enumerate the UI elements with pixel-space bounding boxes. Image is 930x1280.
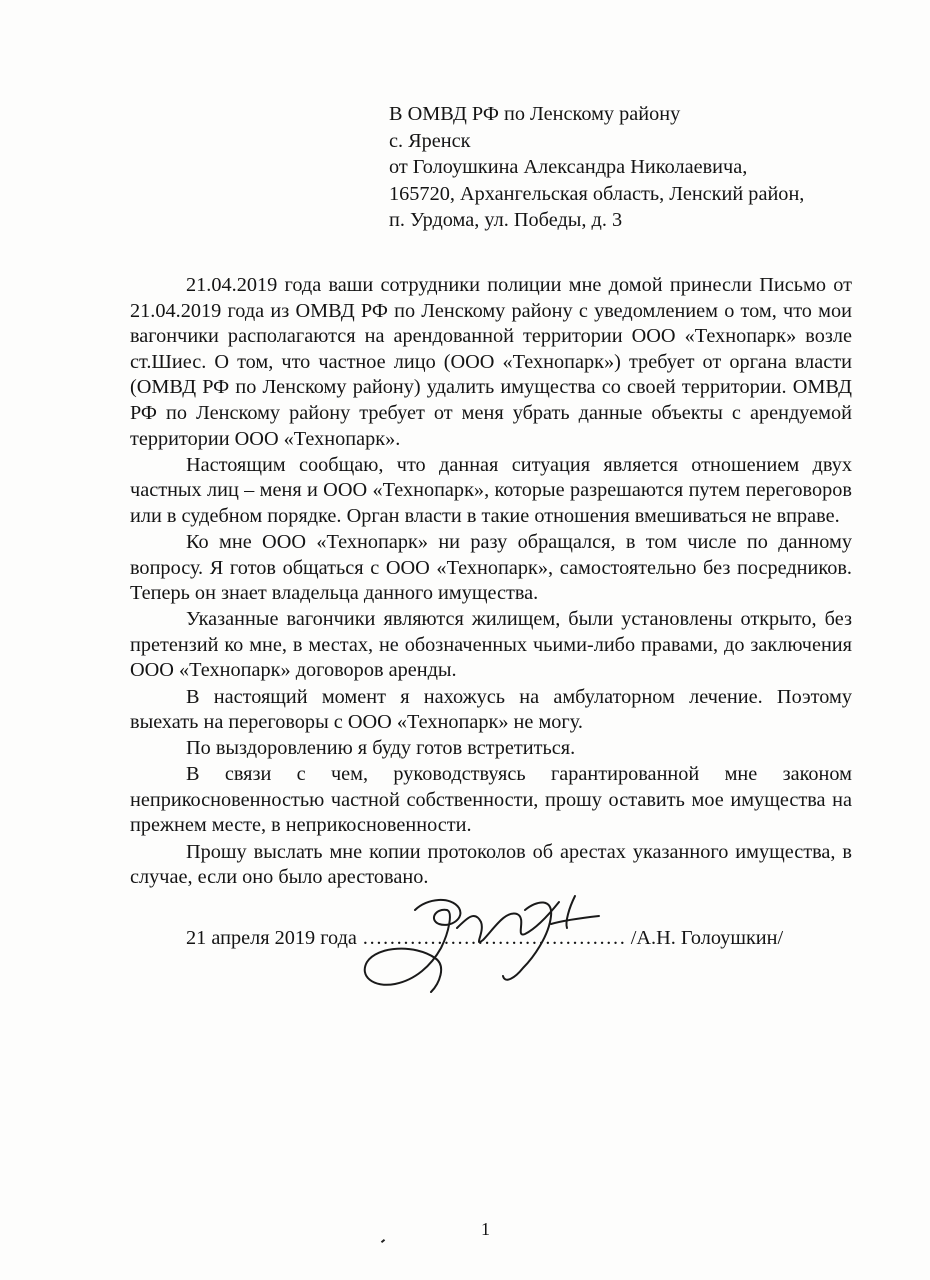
signature-name: /А.Н. Голоушкин/	[630, 927, 784, 949]
addressee-line: п. Урдома, ул. Победы, д. 3	[389, 209, 623, 231]
addressee-block	[389, 101, 804, 234]
addressee-line: от Голоушкина Александра Николаевича,	[389, 156, 748, 178]
body-paragraph: По выздоровлению я буду готов встретиться.	[186, 737, 576, 760]
scan-speck	[381, 1239, 385, 1243]
addressee-line: с. Яренск	[389, 129, 471, 152]
body-paragraph: Указанные вагончики являются жилищем, были установлены открыто, без претензий ко мне, в местах, не обозначенных чьими-либо правами, до заключения ООО «Технопарк» договоров аренды.	[130, 608, 852, 682]
addressee-line: 165720, Архангельская область, Ленский район,	[389, 182, 805, 205]
letter-body	[130, 273, 852, 891]
addressee-line: В ОМВД РФ по Ленскому району	[389, 103, 681, 125]
body-paragraph: Прошу выслать мне копии протоколов об арестах указанного имущества, в случае, если оно было арестовано.	[130, 840, 852, 889]
signature-dots: …………………………………	[362, 927, 626, 949]
body-paragraph: Ко мне ООО «Технопарк» ни разу обращался, в том числе по данному вопросу. Я готов общаться с ООО «Технопарк», самостоятельно без посредников. Теперь он знает владельца данного имущества.	[130, 530, 852, 605]
page-number: 1	[481, 1219, 490, 1239]
signature-date: 21 апреля 2019 года	[186, 927, 357, 949]
body-paragraph: В настоящий момент я нахожусь на амбулаторном лечение. Поэтому выехать на переговоры с ООО «Технопарк» не могу.	[130, 685, 852, 734]
body-paragraph: В связи с чем, руководствуясь гарантированной мне законом неприкосновенностью частной собственности, прошу оставить мое имущества на прежнем месте, в неприкосновенности.	[130, 763, 852, 837]
body-paragraph: Настоящим сообщаю, что данная ситуация является отношением двух частных лиц – меня и ООО «Технопарк», которые разрешаются путем переговоров или в судебном порядке. Орган власти в такие отношения вмешиваться не вправе.	[130, 453, 852, 527]
body-paragraph: 21.04.2019 года ваши сотрудники полиции мне домой принесли Письмо от 21.04.2019 года из ОМВД РФ по Ленскому району с уведомлением о том, что мои вагончики располагаются на арендованной территории ООО «Технопарк» возле ст.Шиес. О том, что частное лицо (ООО «Технопарк») требует от органа власти (ОМВД РФ по Ленскому району) удалить имущества со своей территории. ОМВД РФ по Ленскому району требует от меня убрать данные объекты с арендуемой территории ООО «Технопарк».	[130, 274, 852, 450]
handwritten-signature	[355, 888, 615, 998]
